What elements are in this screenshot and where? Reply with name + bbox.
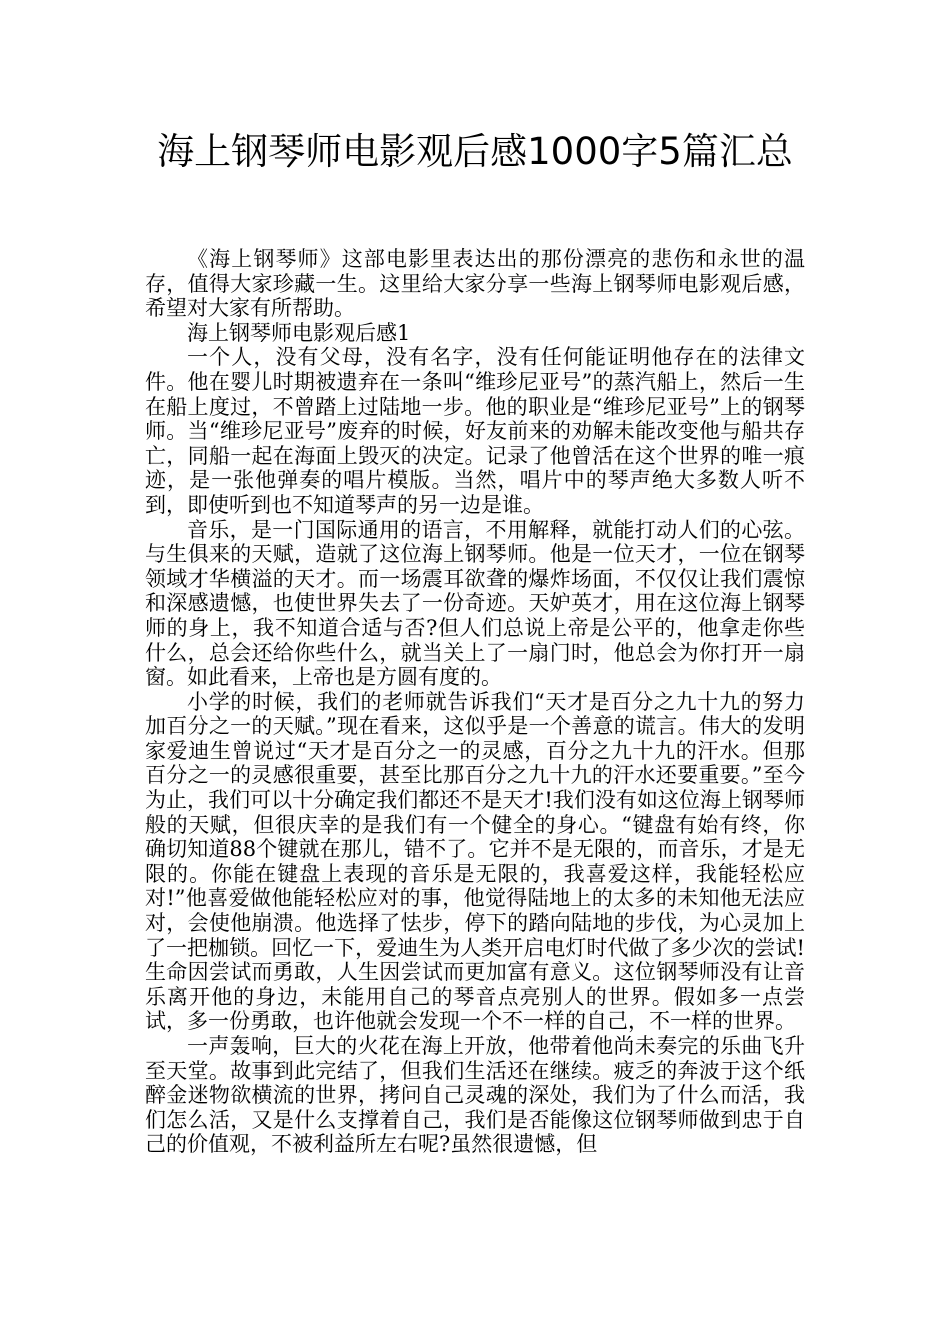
body-paragraph: 音乐，是一门国际通用的语言，不用解释，就能打动人们的心弦。与生俱来的天赋，造就了这位海上钢琴师。他是一位天才，一位在钢琴领域才华横溢的天才。而一场震耳欲聋的爆炸场面，不仅仅让我们震惊和深感遗憾，也使世界失去了一份奇迹。天妒英才，用在这位海上钢琴师的身上，我不知道合适与否?但人们总说上帝是公平的，他拿走你些什么，总会还给你些什么，就当关上了一扇门时，他总会为你打开一扇窗。如此看来，上帝也是方圆有度的。 (145, 517, 805, 690)
document-body (145, 247, 805, 1157)
page-title: 海上钢琴师电影观后感1000字5篇汇总 (157, 130, 793, 173)
body-paragraph: 一声轰响，巨大的火花在海上开放，他带着他尚未奏完的乐曲飞升至天堂。故事到此完结了，但我们生活还在继续。疲乏的奔波于这个纸醉金迷物欲横流的世界，拷问自己灵魂的深处，我们为了什么而活，我们怎么活，又是什么支撑着自己，我们是否能像这位钢琴师做到忠于自己的价值观，不被利益所左右呢?虽然很遗憾，但 (145, 1034, 805, 1157)
body-paragraph: 一个人，没有父母，没有名字，没有任何能证明他存在的法律文件。他在婴儿时期被遗弃在一条叫“维珍尼亚号”的蒸汽船上，然后一生在船上度过，不曾踏上过陆地一步。他的职业是“维珍尼亚号”上的钢琴师。当“维珍尼亚号”废弃的时候，好友前来的劝解未能改变他与船共存亡，同船一起在海面上毁灭的决定。记录了他曾活在这个世界的唯一痕迹，是一张他弹奏的唱片模版。当然，唱片中的琴声绝大多数人听不到，即使听到也不知道琴声的另一边是谁。 (145, 345, 805, 517)
body-paragraph: 小学的时候，我们的老师就告诉我们“天才是百分之九十九的努力加百分之一的天赋。”现在看来，这似乎是一个善意的谎言。伟大的发明家爱迪生曾说过“天才是百分之一的灵感，百分之九十九的汗水。但那百分之一的灵感很重要，甚至比那百分之九十九的汗水还要重要。”至今为止，我们可以十分确定我们都还不是天才!我们没有如这位海上钢琴师般的天赋，但很庆幸的是我们有一个健全的身心。“键盘有始有终，你确切知道88个键就在那儿，错不了。它并不是无限的，而音乐，才是无限的。你能在键盘上表现的音乐是无限的，我喜爱这样，我能轻松应对!”他喜爱做他能轻松应对的事，他觉得陆地上的太多的未知他无法应对，会使他崩溃。他选择了怯步，停下的踏向陆地的步伐，为心灵加上了一把枷锁。回忆一下，爱迪生为人类开启电灯时代做了多少次的尝试!生命因尝试而勇敢，人生因尝试而更加富有意义。这位钢琴师没有让音乐离开他的身边，未能用自己的琴音点亮别人的世界。假如多一点尝试，多一份勇敢，也许他就会发现一个不一样的自己，不一样的世界。 (145, 689, 805, 1034)
section-heading: 海上钢琴师电影观后感1 (187, 320, 411, 345)
intro-paragraph: 《海上钢琴师》这部电影里表达出的那份漂亮的悲伤和永世的温存，值得大家珍藏一生。这里给大家分享一些海上钢琴师电影观后感，希望对大家有所帮助。 (145, 247, 805, 321)
